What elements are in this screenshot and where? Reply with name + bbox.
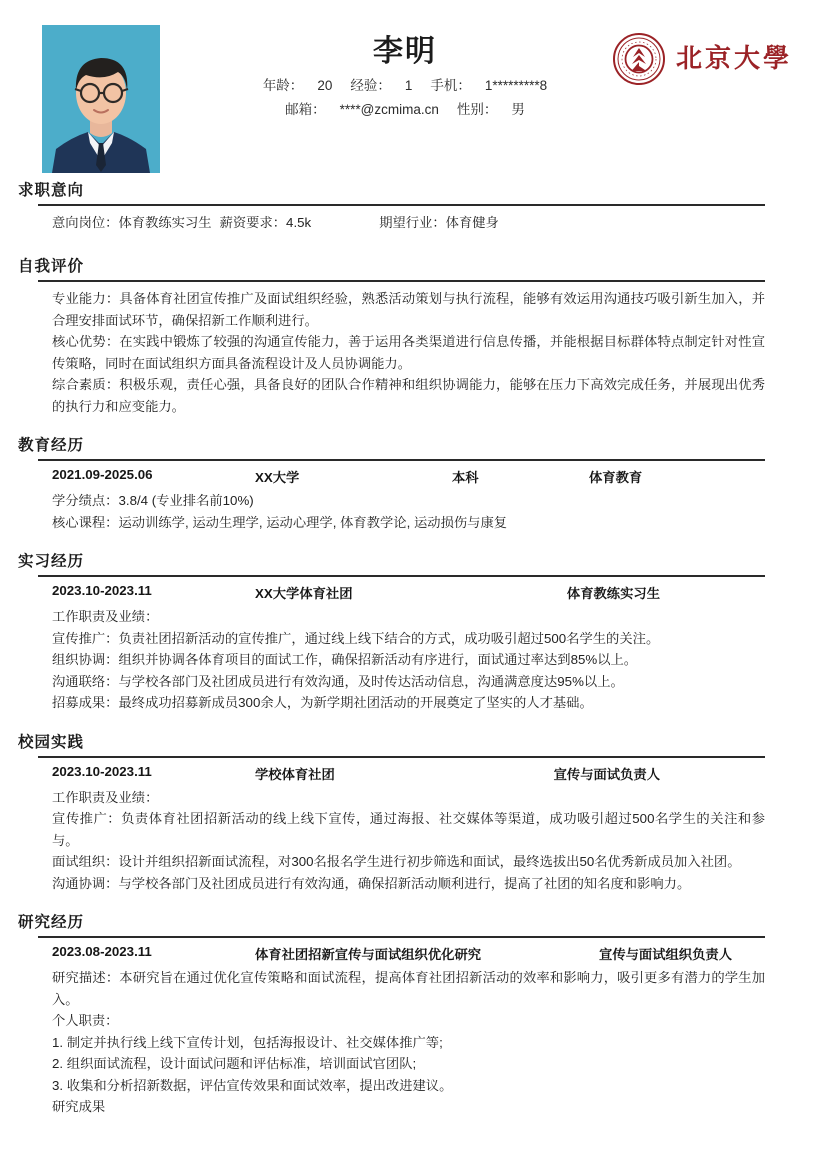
- campus-detail: 沟通协调：与学校各部门及社团成员进行有效沟通，确保招新活动顺利进行，提高了社团的知名度和影响力。: [52, 875, 691, 891]
- email-label: 邮箱：: [285, 102, 326, 117]
- research-duty-item: 3. 收集和分析招新数据，评估宣传效果和面试效率，提出改进建议。: [52, 1077, 453, 1093]
- section-self-evaluation: [0, 254, 820, 417]
- self-eval-paragraph: 专业能力：具备体育社团宣传推广及面试组织经验，熟悉活动策划与执行流程，能够有效运用沟通技巧吸引新生加入，并合理安排面试环节，确保招新工作顺利进行。: [52, 291, 765, 328]
- university-logo: [612, 32, 792, 86]
- resume-header: [0, 0, 820, 178]
- self-evaluation-body: [0, 282, 820, 417]
- page-title: 李明: [373, 35, 437, 68]
- phone-label: 手机：: [430, 78, 471, 93]
- section-campus-practice: [0, 730, 820, 895]
- intent-position-value: 体育教练实习生: [118, 215, 212, 230]
- internship-detail: 组织协调：组织并协调各体育项目的面试工作，确保招新活动有序进行，面试通过率达到85%以上。: [52, 652, 638, 667]
- identity-block: [190, 30, 620, 122]
- email-value: ****@zcmima.cn: [339, 102, 439, 117]
- intent-industry-value: 体育健身: [445, 215, 499, 230]
- section-title-job-intent: 求职意向: [18, 182, 85, 199]
- campus-entry-header: [52, 764, 765, 786]
- education-detail: 学分绩点：3.8/4 (专业排名前10%): [52, 493, 254, 508]
- section-title-research: 研究经历: [18, 914, 85, 931]
- internship-role: 体育教练实习生: [566, 586, 660, 601]
- section-job-intent: [0, 178, 820, 234]
- education-school: XX大学: [255, 470, 300, 485]
- intent-position-label: 意向岗位：: [52, 215, 119, 230]
- internship-entry-header: [52, 583, 765, 605]
- section-title-internship: 实习经历: [18, 553, 85, 570]
- campus-practice-body: [0, 758, 820, 895]
- education-major: 体育教育: [589, 470, 643, 485]
- experience-value: 1: [404, 78, 413, 93]
- contact-line-2: [190, 98, 620, 122]
- campus-lead: 工作职责及业绩：: [52, 789, 159, 805]
- research-results-clipped: [52, 1096, 765, 1114]
- gender-label: 性别：: [456, 102, 498, 117]
- contact-line-1: [190, 74, 620, 98]
- internship-detail: 沟通联络：与学校各部门及社团成员进行有效沟通，及时传达活动信息，沟通满意度达95%以上。: [52, 673, 624, 689]
- section-education: [0, 433, 820, 533]
- education-entry-header: [52, 467, 765, 489]
- campus-role: 宣传与面试负责人: [553, 766, 660, 782]
- age-value: 20: [317, 78, 333, 93]
- experience-label: 经验：: [350, 78, 391, 93]
- section-internship: [0, 549, 820, 714]
- education-detail: 核心课程：运动训练学, 运动生理学, 运动心理学, 体育教学论, 运动损伤与康复: [52, 514, 508, 530]
- age-label: 年龄：: [262, 78, 304, 93]
- research-results-label: 研究成果: [52, 1099, 106, 1114]
- peking-university-seal-icon: [612, 32, 666, 86]
- internship-body: [0, 577, 820, 714]
- education-degree: 本科: [452, 470, 479, 485]
- research-entry-header: [52, 944, 765, 966]
- research-body: [0, 938, 820, 1114]
- research-duties-lead: 个人职责：: [52, 1013, 119, 1028]
- intent-salary-label: 薪资要求：: [219, 215, 287, 230]
- internship-org: XX大学体育社团: [255, 586, 353, 601]
- university-name: 北京大學: [675, 44, 792, 74]
- internship-date: 2023.10-2023.11: [52, 583, 152, 598]
- section-research: [0, 910, 820, 1114]
- section-title-education: 教育经历: [18, 437, 85, 454]
- self-eval-paragraph: 综合素质：积极乐观，责任心强，具备良好的团队合作精神和组织协调能力，能够在压力下高效完成任务，并展现出优秀的执行力和应变能力。: [52, 377, 765, 414]
- research-description: 研究描述：本研究旨在通过优化宣传策略和面试流程，提高体育社团招新活动的效率和影响力，吸引更多有潜力的学生加入。: [52, 970, 765, 1007]
- internship-detail: 招募成果：最终成功招募新成员300余人，为新学期社团活动的开展奠定了坚实的人才基础。: [52, 695, 593, 710]
- research-duty-item: 2. 组织面试流程，设计面试问题和评估标准，培训面试官团队;: [52, 1056, 417, 1071]
- phone-value: 1*********8: [484, 78, 548, 93]
- research-duty-item: 1. 制定并执行线上线下宣传计划，包括海报设计、社交媒体推广等;: [52, 1034, 443, 1050]
- education-date: 2021.09-2025.06: [52, 467, 153, 482]
- research-role: 宣传与面试组织负责人: [599, 947, 732, 962]
- intent-industry-label: 期望行业：: [379, 215, 446, 230]
- campus-org: 学校体育社团: [255, 766, 335, 782]
- intent-salary-value: 4.5k: [286, 215, 312, 230]
- internship-detail: 宣传推广：负责社团招新活动的宣传推广，通过线上线下结合的方式，成功吸引超过500名学生的关注。: [52, 630, 660, 646]
- research-topic: 体育社团招新宣传与面试组织优化研究: [255, 947, 482, 962]
- job-intent-row: [52, 212, 765, 234]
- job-intent-body: [0, 206, 820, 234]
- avatar-photo: [42, 25, 160, 173]
- section-title-self-evaluation: 自我评价: [18, 258, 85, 275]
- research-date: 2023.08-2023.11: [52, 944, 152, 959]
- campus-detail: 宣传推广：负责体育社团招新活动的线上线下宣传，通过海报、社交媒体等渠道，成功吸引超过500名学生的关注和参与。: [52, 811, 765, 848]
- campus-detail: 面试组织：设计并组织招新面试流程，对300名报名学生进行初步筛选和面试，最终选拔出50名优秀新成员加入社团。: [52, 854, 741, 869]
- gender-value: 男: [511, 102, 525, 117]
- education-body: [0, 461, 820, 533]
- self-eval-paragraph: 核心优势：在实践中锻炼了较强的沟通宣传能力，善于运用各类渠道进行信息传播，并能根据目标群体特点制定针对性宣传策略，同时在面试组织方面具备流程设计及人员协调能力。: [52, 334, 765, 371]
- internship-lead: 工作职责及业绩：: [52, 609, 159, 624]
- section-title-campus-practice: 校园实践: [18, 733, 85, 751]
- campus-date: 2023.10-2023.11: [52, 763, 152, 779]
